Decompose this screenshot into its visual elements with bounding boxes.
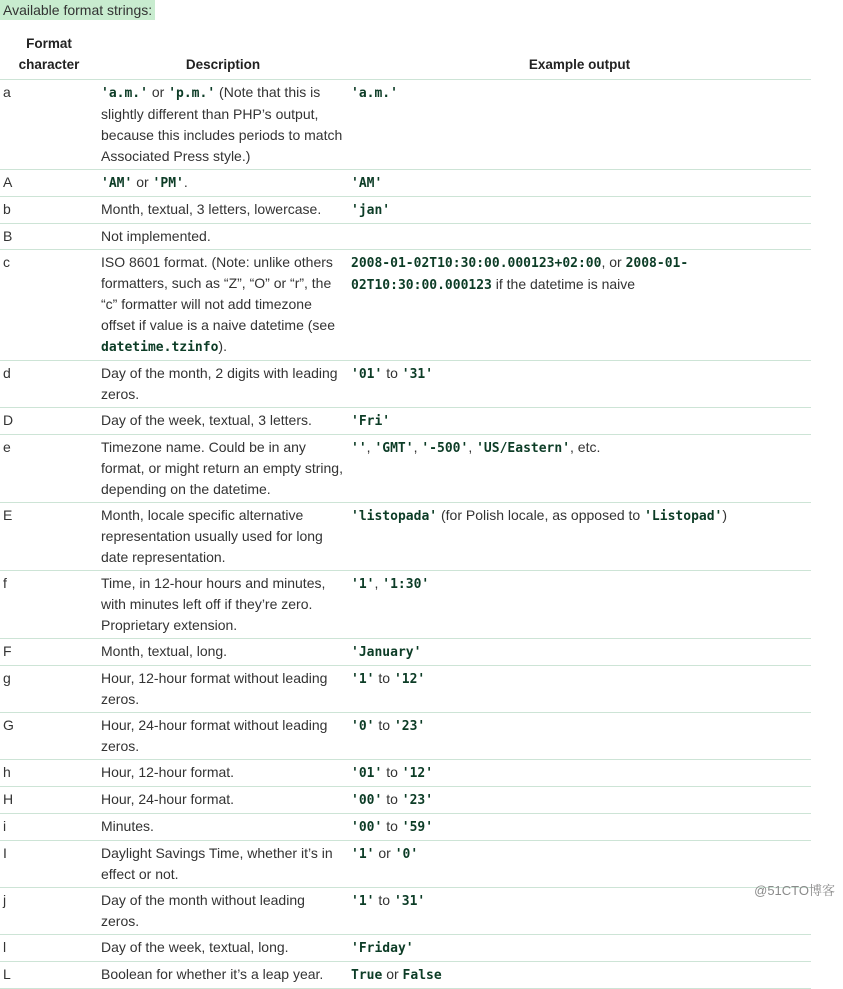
example-output-cell bbox=[348, 666, 811, 713]
description-cell bbox=[98, 571, 348, 639]
example-output-cell bbox=[348, 962, 811, 989]
text-segment: to bbox=[382, 818, 402, 834]
description-cell bbox=[98, 841, 348, 888]
code-literal: '01' bbox=[351, 766, 383, 781]
text-segment: ISO 8601 format. (Note: unlike others formatters, such as “Z”, “O” or “r”, the “c” formatter will not add timezone offset if value is a naive datetime (see bbox=[101, 254, 335, 333]
code-literal: 'listopada' bbox=[351, 509, 438, 524]
text-segment: Boolean for whether it’s a leap year. bbox=[101, 966, 324, 982]
table-row bbox=[0, 361, 811, 408]
text-segment: , bbox=[413, 439, 422, 455]
code-literal: 'AM' bbox=[101, 176, 133, 191]
format-character-cell: b bbox=[0, 197, 98, 224]
table-row bbox=[0, 170, 811, 197]
text-segment: Hour, 24-hour format. bbox=[101, 791, 235, 807]
format-strings-table bbox=[0, 33, 811, 989]
code-literal: 'US/Eastern' bbox=[476, 441, 571, 456]
description-cell bbox=[98, 80, 348, 170]
code-literal: 'Fri' bbox=[351, 414, 391, 429]
example-output-cell bbox=[348, 170, 811, 197]
description-cell bbox=[98, 361, 348, 408]
code-literal: '23' bbox=[393, 719, 426, 734]
text-segment: to bbox=[374, 717, 394, 733]
example-output-cell bbox=[348, 787, 811, 814]
header-format-line1: Format bbox=[26, 36, 72, 51]
description-cell bbox=[98, 639, 348, 666]
table-row bbox=[0, 787, 811, 814]
text-segment: Day of the month, 2 digits with leading zeros. bbox=[101, 365, 338, 402]
code-literal: 'p.m.' bbox=[168, 86, 216, 101]
header-format-character bbox=[0, 33, 98, 80]
table-row bbox=[0, 666, 811, 713]
example-output-cell bbox=[348, 197, 811, 224]
description-cell bbox=[98, 408, 348, 435]
code-literal: 'GMT' bbox=[374, 441, 414, 456]
table-row bbox=[0, 841, 811, 888]
text-segment: to bbox=[382, 791, 402, 807]
text-segment: , bbox=[468, 439, 477, 455]
code-literal: 'a.m.' bbox=[351, 86, 398, 101]
example-output-cell bbox=[348, 80, 811, 170]
format-character-cell: I bbox=[0, 841, 98, 888]
format-character-cell: a bbox=[0, 80, 98, 170]
text-segment: Hour, 12-hour format without leading zeros. bbox=[101, 670, 328, 707]
code-literal: datetime.tzinfo bbox=[101, 340, 219, 355]
description-cell bbox=[98, 962, 348, 989]
format-character-cell: g bbox=[0, 666, 98, 713]
code-literal: 'a.m.' bbox=[101, 86, 148, 101]
text-segment: Time, in 12-hour hours and minutes, with minutes left off if they’re zero. Proprietary extension. bbox=[101, 575, 326, 633]
table-row bbox=[0, 713, 811, 760]
description-cell bbox=[98, 814, 348, 841]
format-character-cell: H bbox=[0, 787, 98, 814]
example-output-cell bbox=[348, 224, 811, 250]
text-segment: Timezone name. Could be in any format, or might return an empty string, depending on the datetime. bbox=[101, 439, 343, 497]
table-row bbox=[0, 639, 811, 666]
format-character-cell: F bbox=[0, 639, 98, 666]
header-row bbox=[0, 33, 811, 80]
text-segment: Minutes. bbox=[101, 818, 154, 834]
code-literal: '00' bbox=[351, 820, 383, 835]
description-cell bbox=[98, 250, 348, 361]
text-segment: Month, textual, long. bbox=[101, 643, 228, 659]
format-character-cell: f bbox=[0, 571, 98, 639]
description-cell bbox=[98, 666, 348, 713]
description-cell bbox=[98, 760, 348, 787]
table-row bbox=[0, 760, 811, 787]
text-segment: Hour, 24-hour format without leading zeros. bbox=[101, 717, 328, 754]
description-cell bbox=[98, 503, 348, 571]
text-segment: or bbox=[382, 966, 403, 982]
table-row bbox=[0, 935, 811, 962]
example-output-cell bbox=[348, 713, 811, 760]
format-character-cell: E bbox=[0, 503, 98, 571]
table-row bbox=[0, 962, 811, 989]
example-output-cell bbox=[348, 250, 811, 361]
format-character-cell: G bbox=[0, 713, 98, 760]
text-segment: , or bbox=[601, 254, 626, 270]
example-output-cell bbox=[348, 571, 811, 639]
text-segment: or bbox=[147, 84, 169, 100]
table-row bbox=[0, 503, 811, 571]
code-literal: '00' bbox=[351, 793, 383, 808]
description-cell bbox=[98, 888, 348, 935]
code-literal: 2008-01-02T10:30:00.000123+02:00 bbox=[351, 256, 602, 271]
code-literal: 'January' bbox=[351, 645, 422, 660]
text-segment: if the datetime is naive bbox=[491, 276, 636, 292]
code-literal: 'AM' bbox=[351, 176, 383, 191]
code-literal: '31' bbox=[393, 894, 426, 909]
description-cell bbox=[98, 713, 348, 760]
example-output-cell bbox=[348, 814, 811, 841]
description-cell bbox=[98, 197, 348, 224]
code-literal: '-500' bbox=[421, 441, 469, 456]
text-segment: Day of the month without leading zeros. bbox=[101, 892, 305, 929]
format-character-cell: d bbox=[0, 361, 98, 408]
description-cell bbox=[98, 787, 348, 814]
watermark: @51CTO博客 bbox=[754, 883, 835, 898]
text-segment: Month, locale specific alternative representation usually used for long date representation. bbox=[101, 507, 323, 565]
code-literal: 'Listopad' bbox=[644, 509, 723, 524]
table-row bbox=[0, 814, 811, 841]
text-segment: ) bbox=[722, 507, 728, 523]
text-segment: (for Polish locale, as opposed to bbox=[437, 507, 645, 523]
table-row bbox=[0, 80, 811, 170]
text-segment: . bbox=[183, 174, 188, 190]
table-header bbox=[0, 33, 811, 80]
description-cell bbox=[98, 170, 348, 197]
code-literal: True bbox=[351, 968, 383, 983]
page-caption: Available format strings: bbox=[0, 0, 155, 20]
table-row bbox=[0, 888, 811, 935]
format-character-cell: j bbox=[0, 888, 98, 935]
text-segment: or bbox=[132, 174, 153, 190]
table-row bbox=[0, 571, 811, 639]
text-segment: to bbox=[374, 892, 394, 908]
code-literal: '23' bbox=[401, 793, 434, 808]
example-output-cell bbox=[348, 435, 811, 503]
code-literal: 2008-01-02T10:30:00.000123 bbox=[351, 256, 689, 293]
table-row bbox=[0, 250, 811, 361]
example-output-cell bbox=[348, 503, 811, 571]
text-segment: Day of the week, textual, 3 letters. bbox=[101, 412, 312, 428]
example-output-cell bbox=[348, 760, 811, 787]
table-body bbox=[0, 80, 811, 989]
text-segment: (Note that this is slightly different than PHP’s output, because this includes periods to match Associated Press style.) bbox=[101, 84, 343, 164]
code-literal: '0' bbox=[351, 719, 375, 734]
text-segment: Hour, 12-hour format. bbox=[101, 764, 235, 780]
code-literal: '1' bbox=[351, 672, 375, 687]
code-literal: '31' bbox=[401, 367, 434, 382]
format-character-cell: i bbox=[0, 814, 98, 841]
code-literal: '' bbox=[351, 441, 367, 456]
code-literal: '12' bbox=[393, 672, 426, 687]
code-literal: '01' bbox=[351, 367, 383, 382]
example-output-cell bbox=[348, 639, 811, 666]
text-segment: Month, textual, 3 letters, lowercase. bbox=[101, 201, 322, 217]
format-character-cell: l bbox=[0, 935, 98, 962]
code-literal: False bbox=[402, 968, 442, 983]
description-cell bbox=[98, 935, 348, 962]
text-segment: Day of the week, textual, long. bbox=[101, 939, 289, 955]
text-segment: or bbox=[374, 845, 395, 861]
code-literal: '0' bbox=[394, 847, 419, 862]
format-character-cell: L bbox=[0, 962, 98, 989]
text-segment: to bbox=[382, 764, 402, 780]
format-character-cell: A bbox=[0, 170, 98, 197]
text-segment: Not implemented. bbox=[101, 228, 211, 244]
example-output-cell bbox=[348, 361, 811, 408]
code-literal: '1' bbox=[351, 847, 375, 862]
code-literal: 'jan' bbox=[351, 203, 391, 218]
table-row bbox=[0, 408, 811, 435]
code-literal: '12' bbox=[401, 766, 434, 781]
header-description: Description bbox=[98, 33, 348, 80]
code-literal: '1:30' bbox=[382, 577, 430, 592]
header-example-output: Example output bbox=[348, 33, 811, 80]
example-output-cell bbox=[348, 408, 811, 435]
example-output-cell bbox=[348, 888, 811, 935]
header-format-line2: character bbox=[18, 57, 80, 72]
text-segment: to bbox=[382, 365, 402, 381]
description-cell bbox=[98, 224, 348, 250]
format-character-cell: c bbox=[0, 250, 98, 361]
description-cell bbox=[98, 435, 348, 503]
code-literal: 'Friday' bbox=[351, 941, 414, 956]
format-character-cell: e bbox=[0, 435, 98, 503]
format-character-cell: D bbox=[0, 408, 98, 435]
text-segment: , etc. bbox=[570, 439, 601, 455]
text-segment: , bbox=[366, 439, 375, 455]
text-segment: ). bbox=[218, 338, 227, 354]
code-literal: '59' bbox=[401, 820, 434, 835]
code-literal: 'PM' bbox=[152, 176, 184, 191]
example-output-cell bbox=[348, 841, 811, 888]
format-character-cell: h bbox=[0, 760, 98, 787]
table-row bbox=[0, 435, 811, 503]
code-literal: '1' bbox=[351, 577, 375, 592]
format-character-cell: B bbox=[0, 224, 98, 250]
text-segment: , bbox=[374, 575, 383, 591]
table-row bbox=[0, 197, 811, 224]
table-row bbox=[0, 224, 811, 250]
code-literal: '1' bbox=[351, 894, 375, 909]
text-segment: to bbox=[374, 670, 394, 686]
text-segment: Daylight Savings Time, whether it’s in effect or not. bbox=[101, 845, 333, 882]
example-output-cell bbox=[348, 935, 811, 962]
